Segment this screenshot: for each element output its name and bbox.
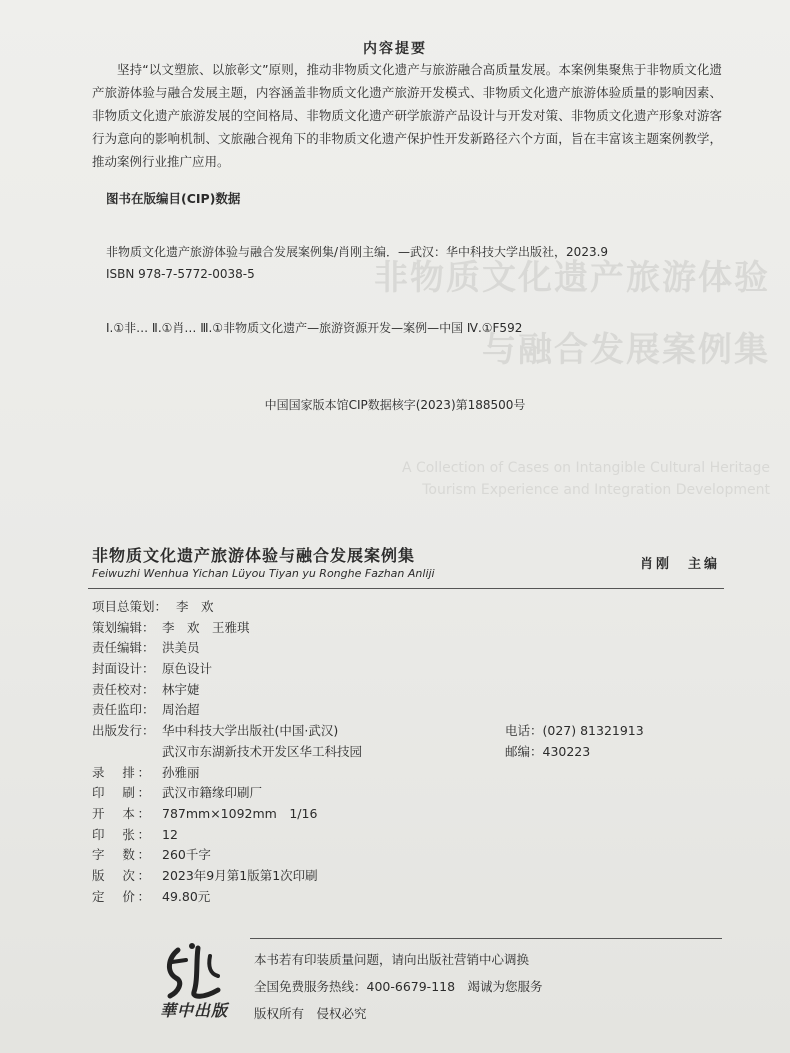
credit-label: 字 数：: [92, 847, 150, 863]
credit-extra: 电话：(027) 81321913: [505, 723, 644, 739]
publisher-logo: [148, 940, 258, 1025]
book-title-pinyin: Feiwuzhi Wenhua Yichan Lüyou Tiyan yu Ronghe Fazhan Anliji: [92, 567, 435, 580]
credit-row: [92, 700, 362, 721]
credit-row: [92, 763, 362, 784]
credit-value: 原色设计: [162, 661, 213, 677]
cip-entry: 非物质文化遗产旅游体验与融合发展案例集/肖刚主编．—武汉：华中科技大学出版社，2023.9: [106, 245, 609, 259]
credit-value: 12: [162, 826, 178, 842]
credit-value: 周治超: [162, 702, 200, 718]
credit-label: 定 价：: [92, 888, 150, 904]
credit-value: 李 欢: [176, 599, 214, 614]
credit-row: [92, 597, 362, 618]
cip-number: 中国国家版本馆CIP数据核字(2023)第188500号: [264, 398, 526, 412]
credit-row: [92, 659, 362, 680]
summary-title: 内容提要: [363, 41, 427, 57]
bleed-through-text: Tourism Experience and Integration Development: [422, 482, 770, 498]
credit-label: 责任校对：: [92, 681, 155, 697]
bleed-through-text: 非物质文化遗产旅游体验: [374, 258, 770, 298]
bleed-through-text: A Collection of Cases on Intangible Cultural Heritage: [401, 460, 770, 476]
credit-row: [92, 742, 591, 763]
credit-value: 林宇婕: [162, 681, 200, 697]
credit-extra: 邮编：430223: [505, 743, 591, 759]
credit-label: 策划编辑：: [92, 619, 155, 635]
credit-label: [92, 742, 162, 763]
credit-value: 洪美员: [162, 640, 200, 656]
credit-value: 孙雅丽: [162, 764, 200, 780]
credit-label: 版 次：: [92, 867, 150, 883]
credit-value: 49.80元: [162, 888, 211, 904]
book-title: 非物质文化遗产旅游体验与融合发展案例集: [92, 546, 416, 565]
divider: [250, 938, 722, 939]
credit-value: 李 欢 王雅琪: [162, 619, 250, 635]
credit-row: [92, 783, 362, 804]
credit-value: 787mm×1092mm 1/16: [162, 805, 318, 821]
credit-value: 华中科技大学出版社(中国·武汉): [162, 723, 339, 739]
publisher-logo-text: 華中出版: [160, 1001, 229, 1020]
credit-row: [92, 866, 362, 887]
credit-row: [92, 804, 362, 825]
credit-label: 项目总策划：: [92, 599, 168, 614]
credits-list: [92, 597, 644, 907]
credit-label: 录 排：: [92, 764, 150, 780]
credit-label: 印 刷：: [92, 785, 150, 801]
credit-value: 2023年9月第1版第1次印刷: [162, 867, 318, 883]
divider: [88, 588, 724, 589]
quality-notice: 本书若有印装质量问题，请向出版社营销中心调换: [254, 952, 530, 967]
credit-row: [92, 680, 362, 701]
credit-row: [92, 887, 362, 908]
summary-text: [92, 58, 722, 173]
copyright-notice: 版权所有 侵权必究: [254, 1006, 367, 1021]
credit-row: [92, 618, 362, 639]
credit-row: [92, 845, 362, 866]
credit-row: [92, 825, 362, 846]
credit-label: 责任编辑：: [92, 640, 155, 656]
credit-row: [92, 638, 362, 659]
book-editor: 肖刚 主编: [640, 557, 721, 572]
credit-value: 武汉市籍缘印刷厂: [162, 785, 263, 801]
credit-row: [92, 721, 644, 742]
bleed-through-text: 与融合发展案例集: [482, 330, 770, 370]
credit-label: 封面设计：: [92, 661, 155, 677]
cip-heading: 图书在版编目(CIP)数据: [106, 191, 241, 206]
credit-label: 印 张：: [92, 826, 150, 842]
credit-label: 开 本：: [92, 805, 150, 821]
credit-value: 武汉市东湖新技术开发区华工科技园: [162, 743, 363, 759]
credit-value: 260千字: [162, 847, 211, 863]
cip-classification: Ⅰ.①非… Ⅱ.①肖… Ⅲ.①非物质文化遗产—旅游资源开发—案例—中国 Ⅳ.①F592: [106, 321, 523, 335]
cip-isbn: ISBN 978-7-5772-0038-5: [106, 267, 255, 281]
service-hotline: 全国免费服务热线：400-6679-118 竭诚为您服务: [254, 979, 543, 994]
summary-paragraph: 坚持“以文塑旅、以旅彰文”原则，推动非物质文化遗产与旅游融合高质量发展。本案例集聚焦于非物质文化遗产旅游体验与融合发展主题，内容涵盖非物质文化遗产旅游开发模式、非物质文化遗产旅游体验质量的影响因素、非物质文化遗产旅游发展的空间格局、非物质文化遗产研学旅游产品设计与开发对策、非物质文化遗产形象对游客行为意向的影响机制、文旅融合视角下的非物质文化遗产保护性开发新路径六个方面，旨在丰富该主题案例教学，推动案例行业推广应用。: [92, 62, 722, 169]
credit-label: 出版发行：: [92, 723, 155, 739]
credit-label: 责任监印：: [92, 702, 155, 718]
